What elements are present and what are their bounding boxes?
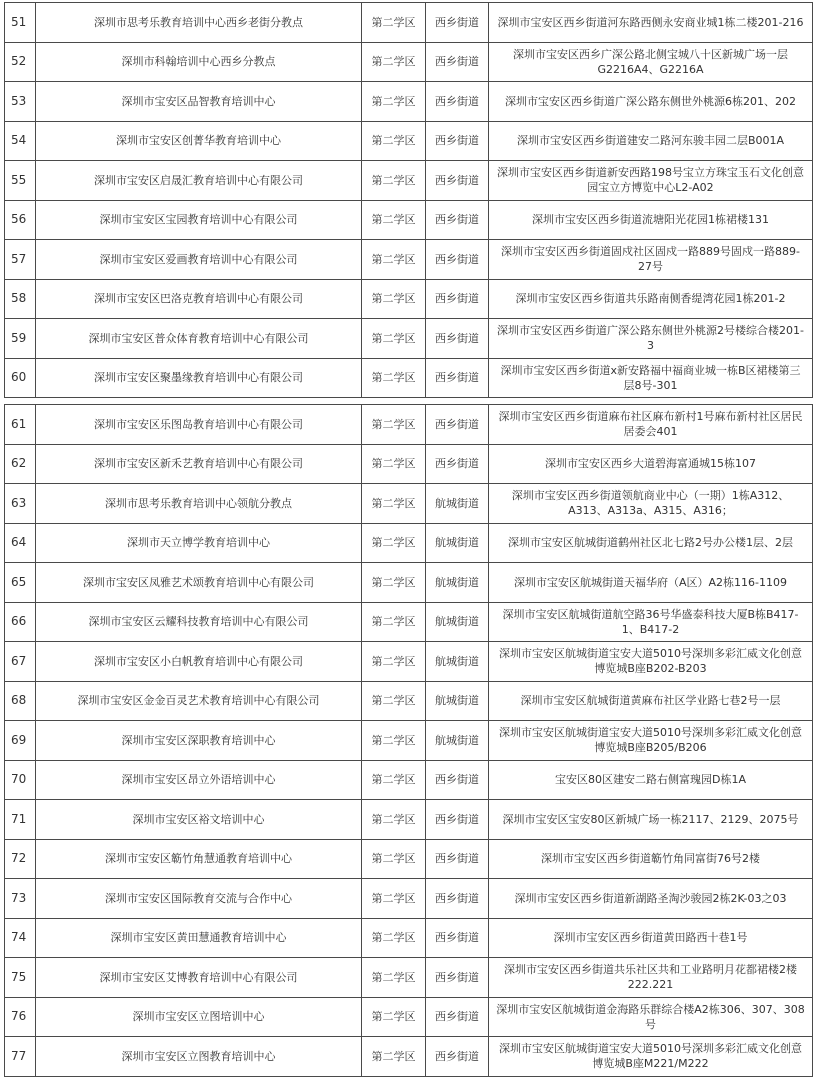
row-number: 67 xyxy=(5,642,36,682)
table-row xyxy=(5,958,813,998)
school-district: 第二学区 xyxy=(362,279,426,319)
subdistrict: 西乡街道 xyxy=(426,319,489,359)
address: 深圳市宝安区西乡街道簕竹角同富街76号2楼 xyxy=(489,839,813,879)
row-number: 53 xyxy=(5,82,36,122)
table-row xyxy=(5,121,813,161)
address: 深圳市宝安区航城街道宝安大道5010号深圳多彩汇威文化创意博览城B座M221/M222 xyxy=(489,1037,813,1077)
table-row xyxy=(5,523,813,563)
subdistrict: 西乡街道 xyxy=(426,121,489,161)
institution-name: 深圳市宝安区爱画教育培训中心有限公司 xyxy=(36,240,362,280)
subdistrict: 西乡街道 xyxy=(426,444,489,484)
address: 深圳市宝安区西乡街道黄田路西十巷1号 xyxy=(489,918,813,958)
institution-name: 深圳市宝安区巴洛克教育培训中心有限公司 xyxy=(36,279,362,319)
school-district: 第二学区 xyxy=(362,240,426,280)
row-number: 60 xyxy=(5,358,36,398)
table-row xyxy=(5,42,813,82)
table-row xyxy=(5,760,813,800)
institution-name: 深圳市宝安区簕竹角慧通教育培训中心 xyxy=(36,839,362,879)
institution-name: 深圳市科翰培训中心西乡分教点 xyxy=(36,42,362,82)
institution-name: 深圳市宝安区昂立外语培训中心 xyxy=(36,760,362,800)
table-row xyxy=(5,82,813,122)
school-district: 第二学区 xyxy=(362,879,426,919)
institution-name: 深圳市宝安区宝园教育培训中心有限公司 xyxy=(36,200,362,240)
subdistrict: 西乡街道 xyxy=(426,200,489,240)
row-number: 63 xyxy=(5,484,36,524)
subdistrict: 西乡街道 xyxy=(426,279,489,319)
row-number: 66 xyxy=(5,602,36,642)
table-row xyxy=(5,563,813,603)
address: 深圳市宝安区西乡街道广深公路东侧世外桃源6栋201、202 xyxy=(489,82,813,122)
table-row xyxy=(5,997,813,1037)
row-number: 65 xyxy=(5,563,36,603)
institution-name: 深圳市宝安区小白帆教育培训中心有限公司 xyxy=(36,642,362,682)
school-district: 第二学区 xyxy=(362,997,426,1037)
school-district: 第二学区 xyxy=(362,1037,426,1077)
subdistrict: 西乡街道 xyxy=(426,1037,489,1077)
table-row xyxy=(5,602,813,642)
subdistrict: 西乡街道 xyxy=(426,405,489,445)
row-number: 59 xyxy=(5,319,36,359)
table-row xyxy=(5,279,813,319)
school-district: 第二学区 xyxy=(362,602,426,642)
school-district: 第二学区 xyxy=(362,319,426,359)
row-number: 69 xyxy=(5,721,36,761)
subdistrict: 西乡街道 xyxy=(426,3,489,43)
table-row xyxy=(5,642,813,682)
table-row xyxy=(5,918,813,958)
row-number: 51 xyxy=(5,3,36,43)
subdistrict: 西乡街道 xyxy=(426,358,489,398)
school-district: 第二学区 xyxy=(362,839,426,879)
subdistrict: 西乡街道 xyxy=(426,82,489,122)
subdistrict: 航城街道 xyxy=(426,721,489,761)
school-district: 第二学区 xyxy=(362,200,426,240)
school-district: 第二学区 xyxy=(362,484,426,524)
row-number: 75 xyxy=(5,958,36,998)
subdistrict: 航城街道 xyxy=(426,523,489,563)
institution-table-bottom xyxy=(4,404,813,1077)
institution-name: 深圳市宝安区启晟汇教育培训中心有限公司 xyxy=(36,161,362,201)
institution-name: 深圳市宝安区立图教育培训中心 xyxy=(36,1037,362,1077)
school-district: 第二学区 xyxy=(362,523,426,563)
address: 深圳市宝安区西乡街道建安二路河东骏丰园二层B001A xyxy=(489,121,813,161)
school-district: 第二学区 xyxy=(362,760,426,800)
school-district: 第二学区 xyxy=(362,721,426,761)
subdistrict: 西乡街道 xyxy=(426,240,489,280)
institution-name: 深圳市宝安区国际教育交流与合作中心 xyxy=(36,879,362,919)
table-row xyxy=(5,240,813,280)
institution-name: 深圳市宝安区裕文培训中心 xyxy=(36,800,362,840)
address: 深圳市宝安区航城街道金海路乐群综合楼A2栋306、307、308号 xyxy=(489,997,813,1037)
subdistrict: 西乡街道 xyxy=(426,760,489,800)
address: 深圳市宝安区航城街道天福华府（A区）A2栋116-1109 xyxy=(489,563,813,603)
table-row xyxy=(5,405,813,445)
school-district: 第二学区 xyxy=(362,121,426,161)
address: 深圳市宝安区航城街道宝安大道5010号深圳多彩汇威文化创意博览城B座B202-B203 xyxy=(489,642,813,682)
address: 深圳市宝安区航城街道宝安大道5010号深圳多彩汇威文化创意博览城B座B205/B206 xyxy=(489,721,813,761)
address: 深圳市宝安区西乡街道共乐社区共和工业路明月花都裙楼2楼222.221 xyxy=(489,958,813,998)
institution-name: 深圳市宝安区创菁华教育培训中心 xyxy=(36,121,362,161)
institution-name: 深圳市天立博学教育培训中心 xyxy=(36,523,362,563)
table-row xyxy=(5,1037,813,1077)
school-district: 第二学区 xyxy=(362,800,426,840)
table-row xyxy=(5,161,813,201)
address: 深圳市宝安区航城街道航空路36号华盛泰科技大厦B栋B417-1、B417-2 xyxy=(489,602,813,642)
row-number: 57 xyxy=(5,240,36,280)
school-district: 第二学区 xyxy=(362,405,426,445)
subdistrict: 西乡街道 xyxy=(426,958,489,998)
row-number: 74 xyxy=(5,918,36,958)
institution-name: 深圳市宝安区凤雅艺术颂教育培训中心有限公司 xyxy=(36,563,362,603)
institution-name: 深圳市宝安区艾博教育培训中心有限公司 xyxy=(36,958,362,998)
school-district: 第二学区 xyxy=(362,958,426,998)
row-number: 68 xyxy=(5,681,36,721)
institution-name: 深圳市宝安区普众体育教育培训中心有限公司 xyxy=(36,319,362,359)
subdistrict: 航城街道 xyxy=(426,484,489,524)
table-row xyxy=(5,200,813,240)
row-number: 72 xyxy=(5,839,36,879)
subdistrict: 西乡街道 xyxy=(426,997,489,1037)
address: 深圳市宝安区西乡街道流塘阳光花园1栋裙楼131 xyxy=(489,200,813,240)
school-district: 第二学区 xyxy=(362,642,426,682)
table-row xyxy=(5,800,813,840)
table-row xyxy=(5,358,813,398)
institution-name: 深圳市宝安区乐图岛教育培训中心有限公司 xyxy=(36,405,362,445)
subdistrict: 西乡街道 xyxy=(426,800,489,840)
row-number: 76 xyxy=(5,997,36,1037)
institution-name: 深圳市宝安区深职教育培训中心 xyxy=(36,721,362,761)
address: 深圳市宝安区航城街道黄麻布社区学业路七巷2号一层 xyxy=(489,681,813,721)
address: 深圳市宝安区西乡街道共乐路南侧香缇湾花园1栋201-2 xyxy=(489,279,813,319)
institution-name: 深圳市宝安区新禾艺教育培训中心有限公司 xyxy=(36,444,362,484)
row-number: 62 xyxy=(5,444,36,484)
table-row xyxy=(5,879,813,919)
institution-name: 深圳市宝安区云耀科技教育培训中心有限公司 xyxy=(36,602,362,642)
address: 宝安区80区建安二路右侧富瑰园D栋1A xyxy=(489,760,813,800)
address: 深圳市宝安区航城街道鹤州社区北七路2号办公楼1层、2层 xyxy=(489,523,813,563)
address: 深圳市宝安区西乡广深公路北侧宝城八十区新城广场一层G2216A4、G2216A xyxy=(489,42,813,82)
row-number: 73 xyxy=(5,879,36,919)
row-number: 61 xyxy=(5,405,36,445)
subdistrict: 西乡街道 xyxy=(426,161,489,201)
table-row xyxy=(5,319,813,359)
institution-name: 深圳市思考乐教育培训中心西乡老街分教点 xyxy=(36,3,362,43)
address: 深圳市宝安区西乡街道新湖路圣淘沙骏园2栋2K-03之03 xyxy=(489,879,813,919)
institution-name: 深圳市思考乐教育培训中心领航分教点 xyxy=(36,484,362,524)
address: 深圳市宝安区西乡街道固戍社区固戍一路889号固戍一路889-27号 xyxy=(489,240,813,280)
table-row xyxy=(5,444,813,484)
address: 深圳市宝安区西乡大道碧海富通城15栋107 xyxy=(489,444,813,484)
subdistrict: 航城街道 xyxy=(426,681,489,721)
institution-name: 深圳市宝安区金金百灵艺术教育培训中心有限公司 xyxy=(36,681,362,721)
table-row xyxy=(5,839,813,879)
subdistrict: 航城街道 xyxy=(426,602,489,642)
subdistrict: 西乡街道 xyxy=(426,42,489,82)
row-number: 52 xyxy=(5,42,36,82)
school-district: 第二学区 xyxy=(362,161,426,201)
school-district: 第二学区 xyxy=(362,3,426,43)
address: 深圳市宝安区西乡街道河东路西侧永安商业城1栋二楼201-216 xyxy=(489,3,813,43)
school-district: 第二学区 xyxy=(362,681,426,721)
school-district: 第二学区 xyxy=(362,82,426,122)
row-number: 64 xyxy=(5,523,36,563)
institution-table-top xyxy=(4,2,813,398)
address: 深圳市宝安区宝安80区新城广场一栋2117、2129、2075号 xyxy=(489,800,813,840)
table-row xyxy=(5,484,813,524)
table-row xyxy=(5,3,813,43)
table-row xyxy=(5,721,813,761)
address: 深圳市宝安区西乡街道广深公路东侧世外桃源2号楼综合楼201-3 xyxy=(489,319,813,359)
school-district: 第二学区 xyxy=(362,444,426,484)
address: 深圳市宝安区西乡街道领航商业中心（一期）1栋A312、A313、A313a、A315、A316； xyxy=(489,484,813,524)
table-row xyxy=(5,681,813,721)
subdistrict: 西乡街道 xyxy=(426,839,489,879)
row-number: 58 xyxy=(5,279,36,319)
row-number: 55 xyxy=(5,161,36,201)
subdistrict: 航城街道 xyxy=(426,642,489,682)
row-number: 71 xyxy=(5,800,36,840)
subdistrict: 西乡街道 xyxy=(426,918,489,958)
row-number: 70 xyxy=(5,760,36,800)
institution-name: 深圳市宝安区黄田慧通教育培训中心 xyxy=(36,918,362,958)
institution-name: 深圳市宝安区立图培训中心 xyxy=(36,997,362,1037)
school-district: 第二学区 xyxy=(362,42,426,82)
address: 深圳市宝安区西乡街道新安西路198号宝立方珠宝玉石文化创意园宝立方博览中心L2-A02 xyxy=(489,161,813,201)
school-district: 第二学区 xyxy=(362,918,426,958)
row-number: 77 xyxy=(5,1037,36,1077)
address: 深圳市宝安区西乡街道x新安路福中福商业城一栋B区裙楼第三层8号-301 xyxy=(489,358,813,398)
subdistrict: 航城街道 xyxy=(426,563,489,603)
school-district: 第二学区 xyxy=(362,563,426,603)
institution-name: 深圳市宝安区品智教育培训中心 xyxy=(36,82,362,122)
address: 深圳市宝安区西乡街道麻布社区麻布新村1号麻布新村社区居民居委会401 xyxy=(489,405,813,445)
row-number: 54 xyxy=(5,121,36,161)
institution-name: 深圳市宝安区聚墨缘教育培训中心有限公司 xyxy=(36,358,362,398)
row-number: 56 xyxy=(5,200,36,240)
school-district: 第二学区 xyxy=(362,358,426,398)
subdistrict: 西乡街道 xyxy=(426,879,489,919)
